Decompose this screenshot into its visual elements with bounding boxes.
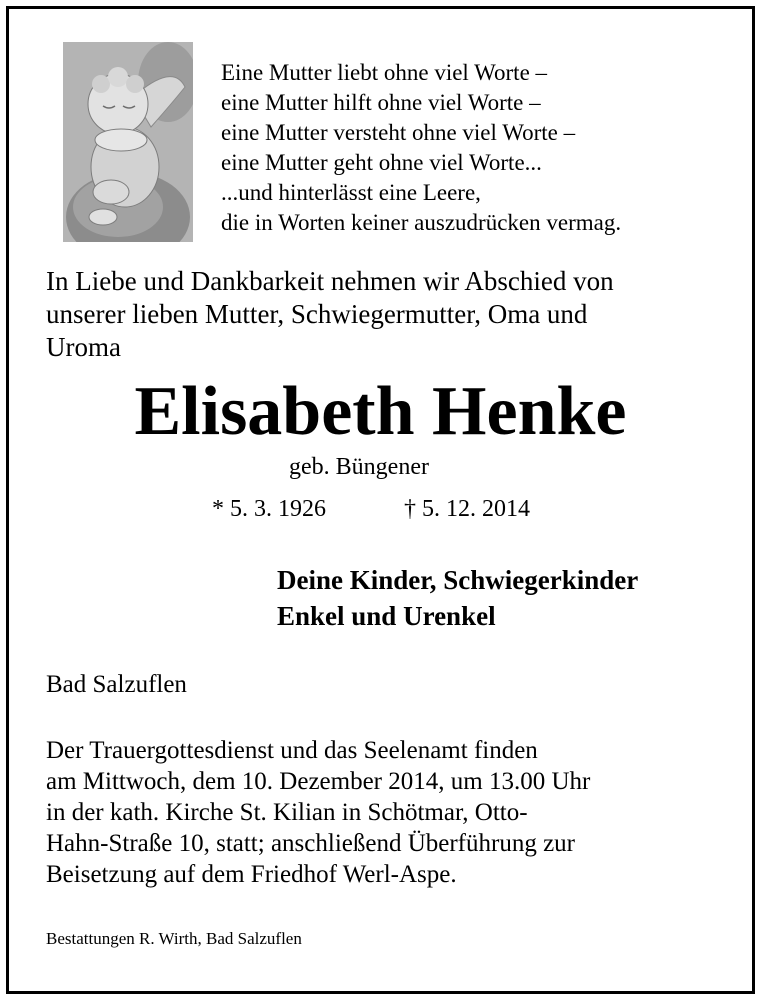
death-date: † 5. 12. 2014: [404, 496, 530, 522]
place-name: Bad Salzuflen: [46, 671, 187, 698]
family-line: Deine Kinder, Schwiegerkinder: [277, 565, 639, 595]
intro-line: Uroma: [46, 332, 121, 362]
service-line: am Mittwoch, dem 10. Dezember 2014, um 13.00 Uhr: [46, 768, 591, 795]
intro-line: In Liebe und Dankbarkeit nehmen wir Abschied von: [46, 266, 614, 296]
poem-line: die in Worten keiner auszudrücken vermag.: [221, 210, 622, 235]
family-signature: [277, 562, 638, 634]
intro-text: [46, 265, 614, 364]
poem-line: Eine Mutter liebt ohne viel Worte –: [221, 60, 548, 85]
service-details: [46, 735, 590, 890]
service-line: Der Trauergottesdienst und das Seelenamt finden: [46, 737, 538, 764]
intro-line: unserer lieben Mutter, Schwiegermutter, Oma und: [46, 299, 588, 329]
angel-statue-photo: [63, 42, 193, 242]
deceased-name: Elisabeth Henke: [134, 373, 627, 450]
poem-line: eine Mutter hilft ohne viel Worte –: [221, 90, 541, 115]
undertaker-credit: Bestattungen R. Wirth, Bad Salzuflen: [46, 929, 302, 948]
service-line: Hahn-Straße 10, statt; anschließend Überführung zur: [46, 830, 576, 857]
service-line: in der kath. Kirche St. Kilian in Schötmar, Otto-: [46, 799, 528, 826]
poem-line: eine Mutter versteht ohne viel Worte –: [221, 120, 576, 145]
poem-line: eine Mutter geht ohne viel Worte...: [221, 150, 542, 175]
poem: [221, 58, 621, 238]
birth-date: * 5. 3. 1926: [212, 496, 326, 522]
family-line: Enkel und Urenkel: [277, 601, 496, 631]
poem-line: ...und hinterlässt eine Leere,: [221, 180, 481, 205]
maiden-name: geb. Büngener: [289, 454, 429, 480]
service-line: Beisetzung auf dem Friedhof Werl-Aspe.: [46, 861, 457, 888]
